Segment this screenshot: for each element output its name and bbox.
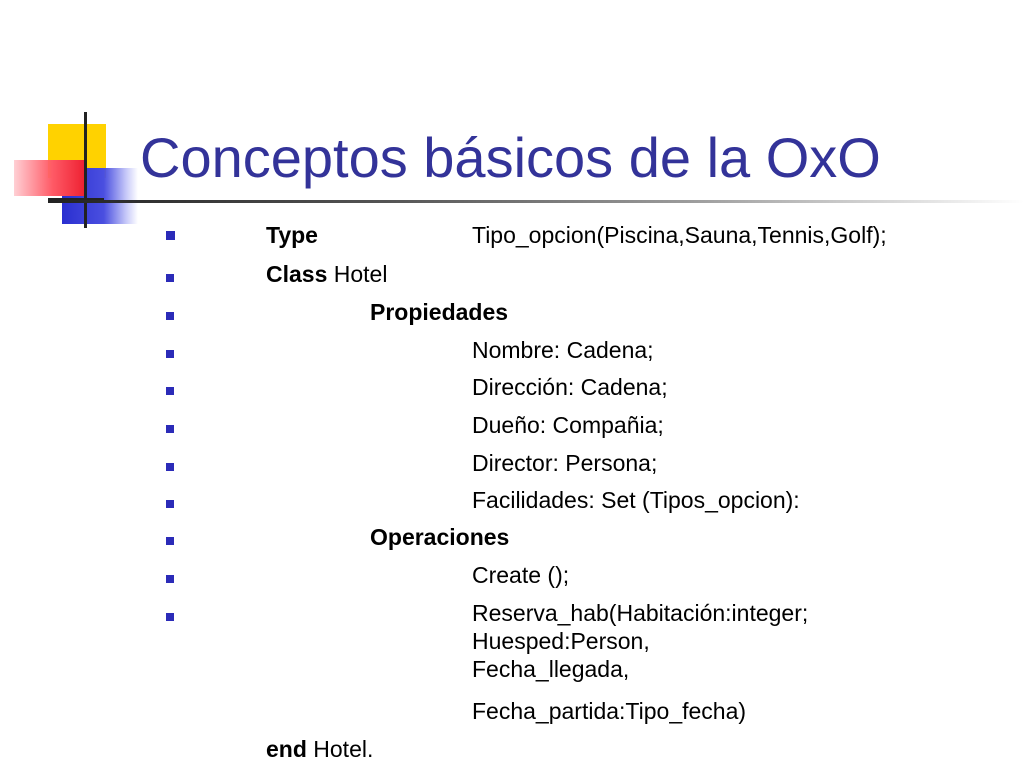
property-nombre: Nombre: Cadena; [472,337,654,363]
class-declaration [266,260,387,288]
keyword-class: Class [266,261,328,287]
logo-red-square [14,160,84,196]
slide-logo-decoration [0,0,140,240]
bullet-icon [166,312,174,320]
bullet-icon [166,463,174,471]
logo-vertical-line [84,112,87,228]
property-director: Director: Persona; [472,450,658,476]
bullet-icon [166,231,175,240]
bullet-icon [166,500,174,508]
slide-title: Conceptos básicos de la OxO [140,126,881,189]
end-declaration [266,735,373,763]
operation-reserva-line-4: Fecha_partida:Tipo_fecha) [472,698,747,724]
operation-reserva-line-3: Fecha_llegada, [472,656,630,682]
bullet-icon [166,387,174,395]
keyword-end: end [266,736,307,762]
keyword-type: Type [266,222,318,248]
title-underline [48,200,1024,203]
property-direccion: Dirección: Cadena; [472,374,668,400]
operation-reserva-line-1: Reserva_hab(Habitación:integer; [472,600,809,626]
bullet-icon [166,350,174,358]
property-facilidades: Facilidades: Set (Tipos_opcion): [472,487,800,513]
bullet-icon [166,613,174,621]
end-class-name: Hotel. [306,736,374,762]
type-definition: Tipo_opcion(Piscina,Sauna,Tennis,Golf); [472,222,887,248]
keyword-propiedades: Propiedades [370,299,509,325]
property-dueno: Dueño: Compañia; [472,412,664,438]
class-name: Hotel [327,261,388,287]
operation-create: Create (); [472,562,570,588]
operation-reserva-line-2: Huesped:Person, [472,628,650,654]
bullet-icon [166,425,174,433]
bullet-icon [166,575,174,583]
bullet-icon [166,274,174,282]
keyword-operaciones: Operaciones [370,524,510,550]
bullet-icon [166,537,174,545]
